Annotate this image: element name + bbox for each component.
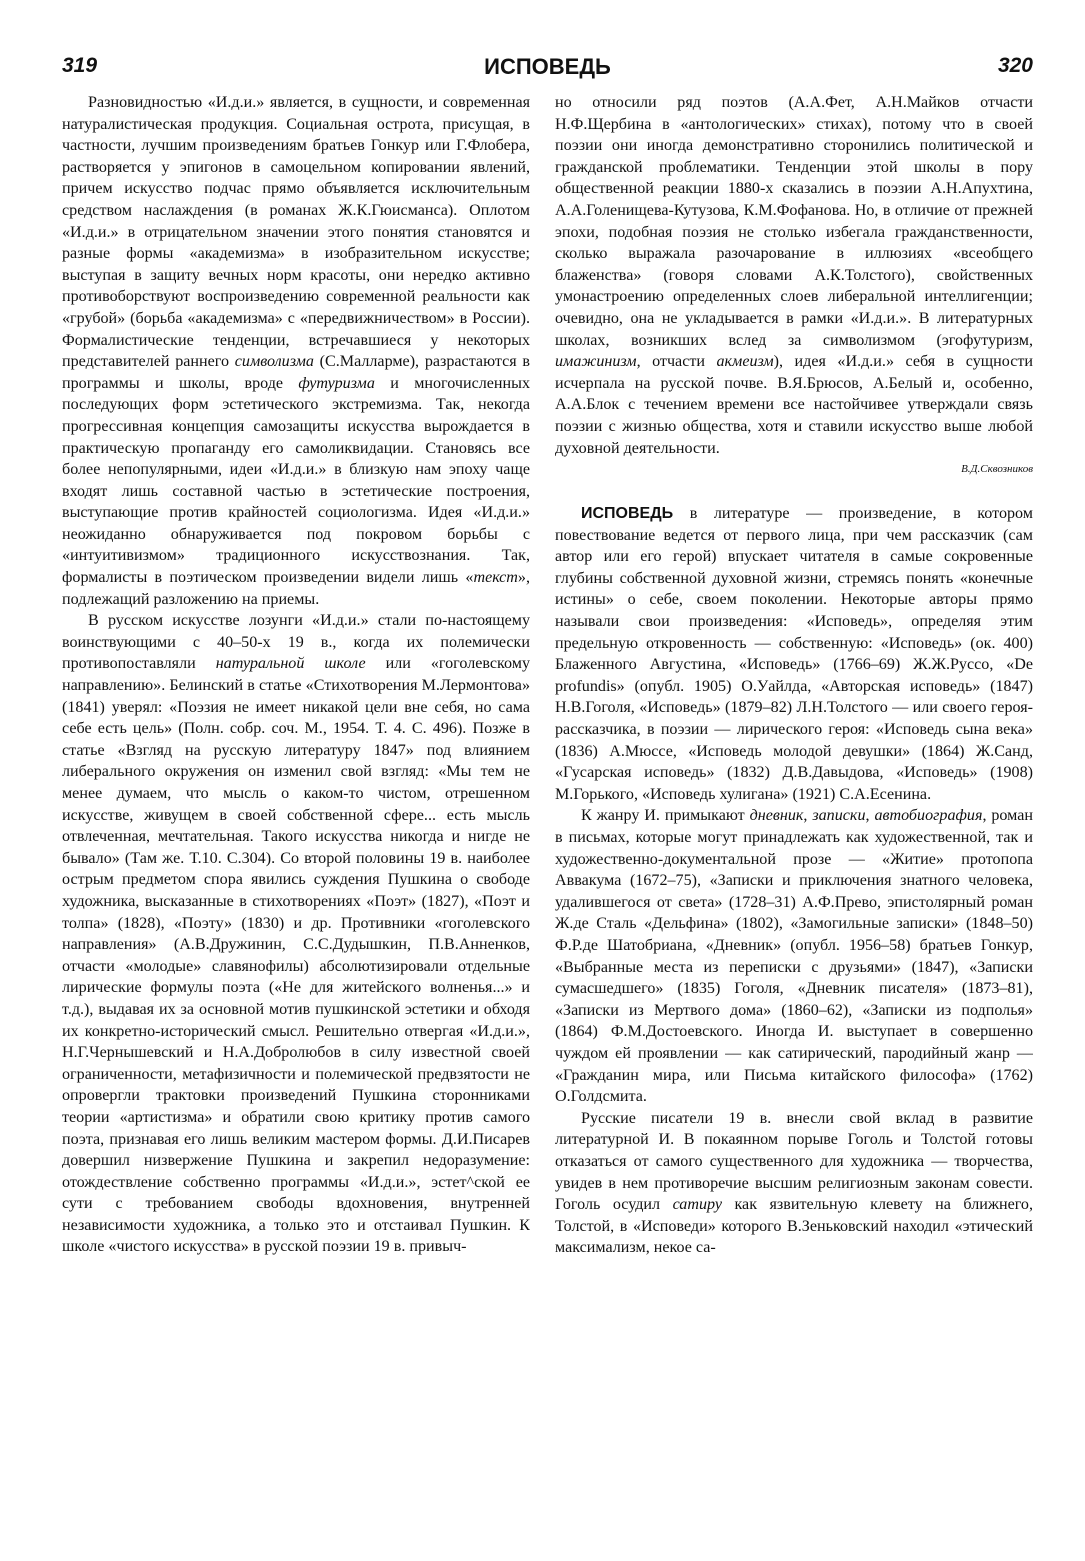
paragraph: Разновидностью «И.д.и.» является, в сущности, и современная натуралистическая продукция. Социальная острота, присущая, в частности, лучшим произведениям братьев Гонкур или Г.Флобера, растворяется у эпигонов в самоцельном копировании явлений, причем искусство подчас прямо объявляется исключительным средством наслаждения (в романах Ж.К.Гюисманса). Оплотом «И.д.и.» в отрицательном значении этого понятия становятся и разные формы «академизма» в изобразительном искусстве; выступая в защиту вечных норм красоты, они нередко активно противоборствуют воспроизведению современной реальности как «грубой» (борьба «академизма» с «передвижничеством» в России). Формалистические тенденции, встречавшиеся у некоторых представителей раннего символизма (С.Малларме), разрастаются в программы и школы, вроде футуризма и многочисленных последующих форм эстетического экстремизма. Так, некогда прогрессивная концепция самозащиты искусства вырождается в практическую пропаганду его самоликвидации. Становясь все более непопулярными, идеи «И.д.и.» в близкую нам эпоху чаще входят лишь составной частью в эстетические построения, выступающие против крайностей социологизма. Идея «И.д.и.» неожиданно обнаруживается под покровом борьбы с «интуитивизмом» традиционного искусствознания. Так, формалисты в поэтическом произведении видели лишь «текст», подлежащий разложению на приемы.	[62, 94, 530, 608]
paragraph-continued: но относили ряд поэтов (А.А.Фет, А.Н.Майков отчасти Н.Ф.Щербина в «антологических» стихах), потому что в своей поэзии они иногда демонстративно сторонились политической и гражданской проблематики. Тенденции этой школы в пору общественной реакции 1880-х сказались в поэзии А.Н.Апухтина, А.А.Голенищева-Кутузова, К.М.Фофанова. Но, в отличие от прежней эпохи, подобная поэзия не столько избегала гражданственности, сколько выражала разочарование в иллюзиях «всеобщего блаженства» (говоря словами А.К.Толстого), свойственных умонастроению определенных слоев либеральной интеллигенции; очевидно, она не укладывается в рамки «И.д.и.». В литературных школах, возникших вслед за символизмом (эгофутуризм, имажинизм, отчасти акмеизм), идея «И.д.и.» себя в сущности исчерпала на русской почве. В.Я.Брюсов, А.Белый и, особенно, А.А.Блок с течением времени все настойчивее утверждали связь поэзии с жизнью общества, хотя и ставили искусство выше любой духовной деятельности.	[555, 94, 1033, 457]
paragraph: В русском искусстве лозунги «И.д.и.» стали по-настоящему воинствующими с 40–50-х 19 в., когда их полемически противопоставляли натуральной школе или «гоголевскому направлению». Белинский в статье «Стихотворения М.Лермонтова» (1841) уверял: «Поэзия не имеет никакой цели вне себя, но сама себе есть цель» (Полн. собр. соч. М., 1954. Т. 4. С. 496). Позже в статье «Взгляд на русскую литературу 1847» под влиянием либерального окружения он изменил свой взгляд: «Мы тем не менее думаем, что мысль о каком-то чистом, отрешенном искусстве, живущем в своей собственной сфере... есть мысль отвлеченная, мечтательная. Такого искусства никогда и нигде не бывало» (Там же. Т.10. С.304). Со второй половины 19 в. наиболее острым предметом спора явились суждения Пушкина о свободе художника, высказанные в стихотворениях «Поэт» (1827), «Поэт и толпа» (1828), «Поэту» (1830) и др. Противники «гоголевского направления» (А.В.Дружинин, С.С.Дудышкин, П.В.Анненков, отчасти «молодые» славянофилы) абсолютизировали отдельные лирические формулы поэта («Не для житейского волненья...» и т.д.), выдавая их за основной мотив пушкинской эстетики и обходя их конкретно-исторический смысл. Решительно отвергая «И.д.и.», Н.Г.Чернышевский и Н.А.Добролюбов в силу известной своей ограниченности, метафизичности и полемической предвзятости не опровергли трактовки произведений Пушкина сторонниками теории «артистизма» и обратили свою критику против самого поэта, признавая его лишь великим мастером формы. Д.И.Писарев довершил низвержение Пушкина и закрепил недоразумение: отождествление собственно программы «И.д.и.», эстет^ской ее сути с требованием свободы вдохновения, внутренней независимости художника, а только это и отстаивал Пушкин. К школе «чистого искусства» в русской поэзии 19 в. привыч-	[62, 612, 530, 1256]
left-column	[62, 92, 530, 1541]
paragraph: Русские писатели 19 в. внесли свой вклад в развитие литературной И. В покаянном порыве Гоголь и Толстой готовы отказаться от самого существенного для художника — творчества, увидев в нем противоречие высшим религиозным законам совести. Гоголь осудил сатиру как язвительную клевету на ближнего, Толстой, в «Исповеди» которого В.Зеньковский находил «этический максимализм, некое са-	[555, 1109, 1033, 1257]
entry-ispoved: ИСПОВЕДЬ в литературе — произведение, в котором повествование ведется от первого лица, при чем рассказчик (сам автор или его герой) впускает читателя в самые сокровенные глубины собственной духовной жизни, стремясь понять «конечные истины» о себе, своем поколении. Некоторые авторы прямо называли свои произведения: «Исповедь», определяя этим предельную откровенность — собственную: «Исповедь» (ок. 400) Блаженного Августина, «Исповедь» (1766–69) Ж.Ж.Руссо, «De profundis» (опубл. 1905) О.Уайлда, «Авторская исповедь» (1847) Н.В.Гоголя, «Исповедь» (1879–82) Л.Н.Толстого — или своего героя-рассказчика, в поэзии — лирического героя: «Исповедь сына века» (1836) А.Мюссе, «Исповедь молодой девушки» (1864) Ж.Санд, «Гусарская исповедь» (1832) Д.В.Давыдова, «Исповедь» (1908) М.Горького, «Исповедь хулигана» (1921) С.А.Есенина.	[555, 505, 1033, 803]
author-signature: В.Д.Сквозников	[961, 463, 1033, 476]
right-column	[555, 92, 1033, 1541]
page-number-right: 320	[997, 54, 1033, 77]
page-number-left: 319	[62, 54, 98, 77]
running-header	[62, 54, 1033, 88]
entry-headword: ИСПОВЕДЬ	[581, 505, 674, 523]
running-title: ИСПОВЕДЬ	[484, 54, 611, 79]
paragraph: К жанру И. примыкают дневник, записки, автобиография, роман в письмах, которые могут принадлежать как художественной, так и художественно-документальной прозе — «Житие» протопопа Аввакума (1672–75), «Записки и приключения знатного человека, удалившегося от света» (1728–31) А.Ф.Прево, эпистолярный роман Ж.де Сталь «Дельфина» (1802), «Замогильные записки» (1848–50) Ф.Р.де Шатобриана, «Дневник» (опубл. 1956–58) братьев Гонкур, «Выбранные места из переписки с друзьями» (1847), «Записки сумасшедшего» (1835) Гоголя, «Дневник писателя» (1873–81), «Записки из Мертвого дома» (1860–62), «Записки из подполья» (1864) Ф.М.Достоевского. Иногда И. выступает в совершенно чуждом ей проявлении — как сатирический, пародийный жанр — «Гражданин мира, или Письма китайского философа» (1762) О.Голдсмита.	[555, 807, 1033, 1106]
